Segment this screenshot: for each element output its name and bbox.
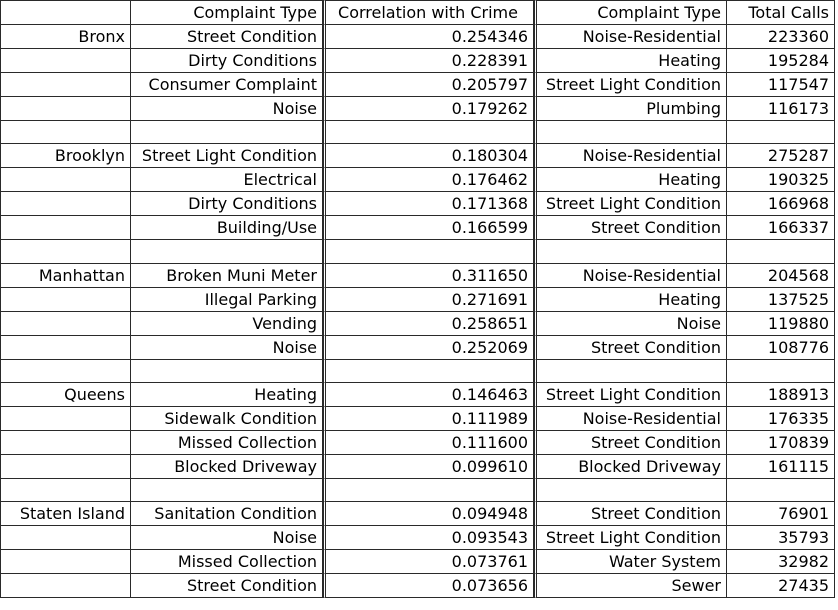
empty-cell [534,360,727,383]
empty-cell [131,240,323,263]
table-row [0,216,835,240]
table-row [0,73,835,97]
borough-cell [0,288,131,312]
header-complaint-type-calls: Complaint Type [534,0,727,25]
table-row [0,336,835,360]
correlation-cell: 0.111989 [323,407,534,431]
correlation-cell: 0.094948 [323,502,534,526]
table-row [0,288,835,312]
correlation-cell: 0.254346 [323,25,534,49]
complaint-type-corr-cell: Street Light Condition [131,144,323,168]
borough-cell: Queens [0,383,131,407]
empty-cell [727,360,835,383]
table-row [0,168,835,192]
empty-cell [534,240,727,263]
total-calls-cell: 166968 [727,192,835,216]
complaint-type-calls-cell: Noise-Residential [534,407,727,431]
total-calls-cell: 190325 [727,168,835,192]
empty-cell [0,240,131,263]
spacer-row [0,121,835,144]
correlation-cell: 0.179262 [323,97,534,121]
complaint-type-calls-cell: Street Light Condition [534,192,727,216]
empty-cell [131,360,323,383]
complaint-type-calls-cell: Sewer [534,574,727,598]
correlation-cell: 0.180304 [323,144,534,168]
correlation-cell: 0.205797 [323,73,534,97]
complaint-type-corr-cell: Missed Collection [131,550,323,574]
complaint-type-corr-cell: Missed Collection [131,431,323,455]
complaint-type-corr-cell: Dirty Conditions [131,49,323,73]
total-calls-cell: 223360 [727,25,835,49]
complaint-type-calls-cell: Heating [534,168,727,192]
correlation-cell: 0.271691 [323,288,534,312]
correlation-cell: 0.073761 [323,550,534,574]
correlation-cell: 0.176462 [323,168,534,192]
borough-cell [0,455,131,479]
complaint-type-corr-cell: Building/Use [131,216,323,240]
spacer-row [0,479,835,502]
total-calls-cell: 116173 [727,97,835,121]
total-calls-cell: 170839 [727,431,835,455]
complaint-type-calls-cell: Street Condition [534,502,727,526]
total-calls-cell: 32982 [727,550,835,574]
complaint-type-calls-cell: Blocked Driveway [534,455,727,479]
total-calls-cell: 161115 [727,455,835,479]
complaint-type-corr-cell: Broken Muni Meter [131,264,323,288]
total-calls-cell: 195284 [727,49,835,73]
borough-cell: Staten Island [0,502,131,526]
empty-cell [0,360,131,383]
table-row [0,25,835,49]
borough-cell: Brooklyn [0,144,131,168]
correlation-cell: 0.093543 [323,526,534,550]
total-calls-cell: 188913 [727,383,835,407]
borough-cell [0,431,131,455]
spacer-row [0,360,835,383]
complaint-type-calls-cell: Noise-Residential [534,264,727,288]
empty-cell [323,240,534,263]
total-calls-cell: 35793 [727,526,835,550]
complaint-type-calls-cell: Street Light Condition [534,383,727,407]
empty-cell [0,121,131,144]
table-row [0,407,835,431]
correlation-cell: 0.311650 [323,264,534,288]
total-calls-cell: 119880 [727,312,835,336]
header-total-calls: Total Calls [727,0,835,25]
table-row [0,144,835,168]
borough-cell [0,73,131,97]
empty-cell [131,479,323,502]
complaint-type-calls-cell: Street Condition [534,431,727,455]
empty-cell [0,479,131,502]
empty-cell [131,121,323,144]
total-calls-cell: 137525 [727,288,835,312]
header-borough [0,0,131,25]
table-row [0,49,835,73]
borough-cell: Bronx [0,25,131,49]
complaint-type-corr-cell: Heating [131,383,323,407]
complaint-type-calls-cell: Heating [534,49,727,73]
total-calls-cell: 117547 [727,73,835,97]
complaint-type-calls-cell: Street Light Condition [534,526,727,550]
complaint-type-calls-cell: Noise-Residential [534,144,727,168]
correlation-cell: 0.171368 [323,192,534,216]
complaint-type-calls-cell: Plumbing [534,97,727,121]
table-row [0,526,835,550]
table-row [0,192,835,216]
table-row [0,502,835,526]
borough-cell [0,336,131,360]
complaint-type-calls-cell: Water System [534,550,727,574]
table-row [0,574,835,598]
complaint-type-calls-cell: Noise-Residential [534,25,727,49]
complaint-type-calls-cell: Street Condition [534,336,727,360]
header-complaint-type-corr: Complaint Type [131,0,323,25]
empty-cell [323,360,534,383]
complaint-type-calls-cell: Street Condition [534,216,727,240]
complaint-type-corr-cell: Noise [131,336,323,360]
empty-cell [323,479,534,502]
complaint-type-corr-cell: Electrical [131,168,323,192]
table-row [0,264,835,288]
empty-cell [727,121,835,144]
header-row [0,0,835,25]
total-calls-cell: 108776 [727,336,835,360]
correlation-cell: 0.166599 [323,216,534,240]
correlation-cell: 0.228391 [323,49,534,73]
table-row [0,455,835,479]
complaint-type-calls-cell: Heating [534,288,727,312]
total-calls-cell: 166337 [727,216,835,240]
table-row [0,431,835,455]
borough-cell [0,550,131,574]
complaint-type-corr-cell: Sanitation Condition [131,502,323,526]
borough-cell [0,526,131,550]
total-calls-cell: 204568 [727,264,835,288]
complaint-type-corr-cell: Dirty Conditions [131,192,323,216]
borough-cell [0,216,131,240]
table-row [0,550,835,574]
complaint-type-calls-cell: Street Light Condition [534,73,727,97]
empty-cell [727,479,835,502]
complaint-type-corr-cell: Sidewalk Condition [131,407,323,431]
borough-cell [0,574,131,598]
complaint-type-corr-cell: Noise [131,97,323,121]
table-row [0,97,835,121]
borough-cell [0,49,131,73]
correlation-cell: 0.099610 [323,455,534,479]
correlation-cell: 0.111600 [323,431,534,455]
table-row [0,383,835,407]
total-calls-cell: 27435 [727,574,835,598]
total-calls-cell: 76901 [727,502,835,526]
borough-cell [0,407,131,431]
borough-cell: Manhattan [0,264,131,288]
complaint-type-corr-cell: Street Condition [131,25,323,49]
complaint-type-corr-cell: Vending [131,312,323,336]
borough-cell [0,168,131,192]
spacer-row [0,240,835,263]
borough-cell [0,97,131,121]
empty-cell [534,121,727,144]
complaint-type-corr-cell: Street Condition [131,574,323,598]
correlation-cell: 0.252069 [323,336,534,360]
table-row [0,312,835,336]
complaint-type-corr-cell: Noise [131,526,323,550]
complaint-type-corr-cell: Consumer Complaint [131,73,323,97]
complaint-type-corr-cell: Blocked Driveway [131,455,323,479]
empty-cell [323,121,534,144]
empty-cell [727,240,835,263]
correlation-cell: 0.146463 [323,383,534,407]
empty-cell [534,479,727,502]
header-correlation: Correlation with Crime [323,0,534,25]
complaint-type-corr-cell: Illegal Parking [131,288,323,312]
total-calls-cell: 176335 [727,407,835,431]
correlation-cell: 0.073656 [323,574,534,598]
borough-cell [0,312,131,336]
total-calls-cell: 275287 [727,144,835,168]
complaint-type-calls-cell: Noise [534,312,727,336]
borough-cell [0,192,131,216]
correlation-cell: 0.258651 [323,312,534,336]
